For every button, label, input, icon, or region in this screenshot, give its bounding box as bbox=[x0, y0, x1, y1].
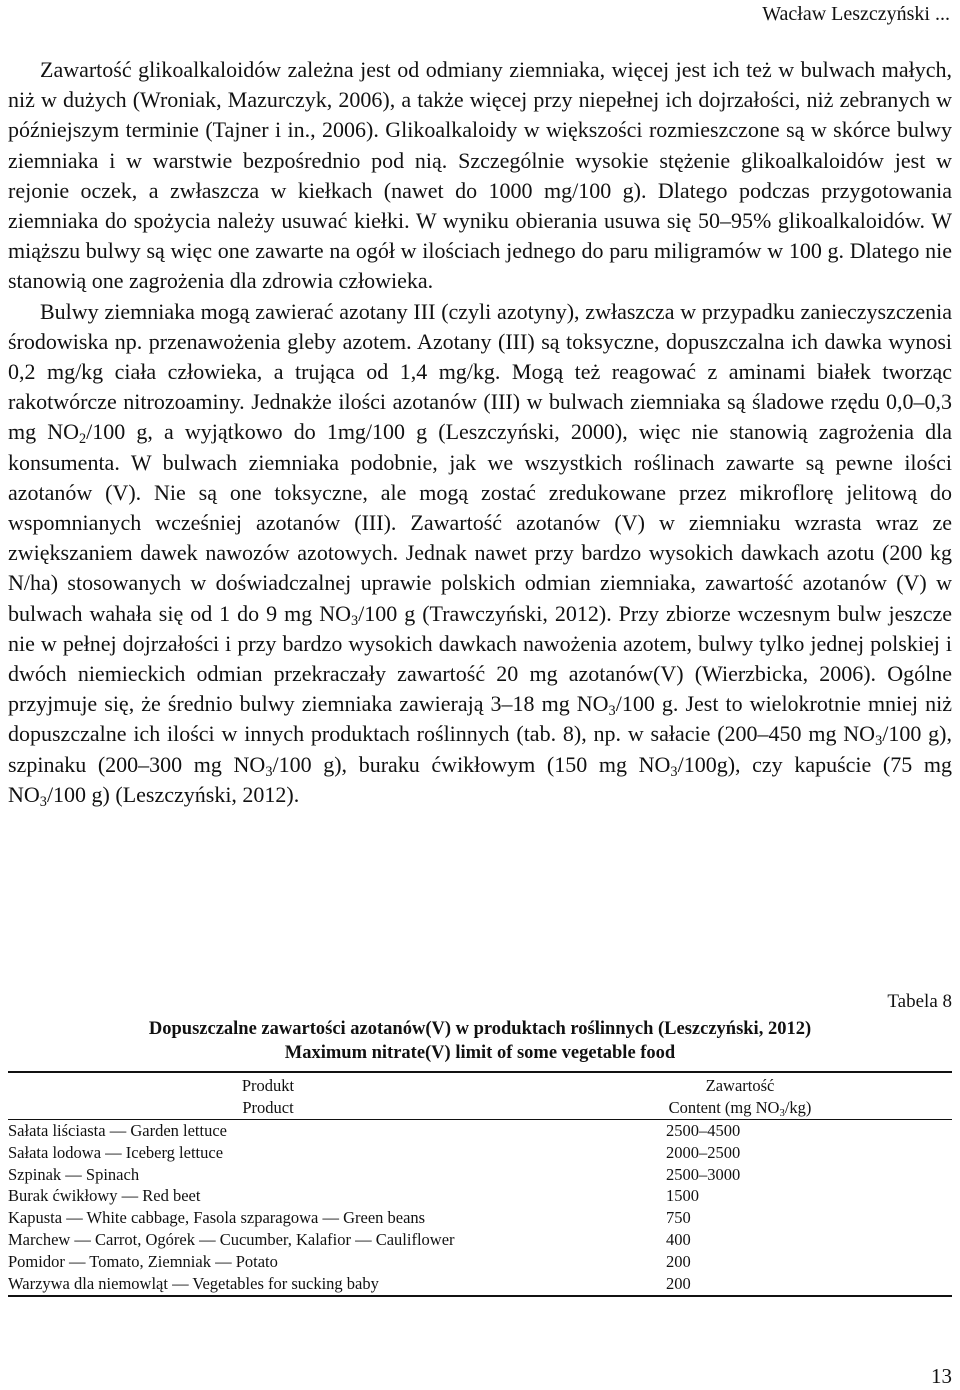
paragraph-nitrates bbox=[8, 297, 952, 810]
table-caption-english: Maximum nitrate(V) limit of some vegetable food bbox=[284, 1043, 676, 1063]
paragraph-text: Bulwy ziemniaka mogą zawierać azotany III (czyli azotyny), zwłaszcza w przypadku zanieczyszczenia środowiska np. przenawożenia gleby azotem. Azotany (III) są toksyczne, dopuszczalna ich dawka wynosi 0,2 mg/kg ciała człowieka, a trująca od 1,4 mg/kg. Mogą też reagować z aminami białek tworząc rakotwórcze nitrozoaminy. Jednakże ilości azotanów (III) w bulwach ziemniaka są śladowe rzędu 0,0–0,3 mg NO bbox=[8, 298, 952, 445]
table-header-row bbox=[8, 1096, 952, 1120]
subscript: 3 bbox=[608, 703, 616, 720]
paragraph-text: /100 g (Trawczyński, 2012). Przy zbiorze wczesnym bulw jeszcze nie w pełnej dojrzałości i przy bardzo wysokich dawkach nawożenia azotem, bulwy tylko jednej polskiej i dwóch niemieckich odmian przekraczały zawartość 20 mg azotanów(V) (Wierzbicka, 2006). Ogólne przyjmuje się, że średnio bulwy ziemniaka zawierają 3–18 mg NO bbox=[8, 600, 952, 717]
content-cell: 750 bbox=[666, 1208, 691, 1228]
content-cell: 200 bbox=[666, 1251, 691, 1271]
product-cell: Burak ćwikłowy — Red beet bbox=[8, 1186, 201, 1206]
paragraph-glycoalkaloids bbox=[8, 55, 952, 297]
product-cell: Sałata liściasta — Garden lettuce bbox=[8, 1121, 227, 1140]
product-cell: Warzywa dla niemowląt — Vegetables for sucking baby bbox=[8, 1273, 528, 1297]
table-row bbox=[8, 1185, 952, 1207]
subscript: 3 bbox=[875, 733, 883, 750]
table-row bbox=[8, 1207, 952, 1229]
content-cell: 2500–4500 bbox=[666, 1121, 741, 1140]
running-header: Wacław Leszczyński ... bbox=[762, 3, 950, 25]
table-row bbox=[8, 1229, 952, 1251]
content-cell: 1500 bbox=[666, 1186, 699, 1206]
table-caption-polish: Dopuszczalne zawartości azotanów(V) w produktach roślinnych (Leszczyński, 2012) bbox=[148, 1019, 812, 1039]
nitrate-limits-table bbox=[8, 1071, 952, 1297]
paragraph-text: /100 g), szpinaku (200–300 mg NO bbox=[8, 721, 952, 777]
paragraph-text: /100g), czy kapuście (75 mg NO bbox=[8, 751, 952, 807]
paragraph-text: /100 g, a wyjątkowo do 1mg/100 g (Leszczyński, 2000), więc nie stanowią zagrożenia dla konsumenta. W bulwach ziemniaka podobnie, jak we wszystkich roślinach zawarte są pewne ilości azotanów (V). Nie są one toksyczne, ale mogą zostać zredukowane przez mikroflorę jelitową do wspomnianych wcześniej azotanów (III). Zawartość azotanów (V) w ziemniaku wzrasta wraz ze zwiększaniem dawek nawozów azotowych. Jednak nawet przy bardzo wysokich dawkach azotu (200 kg N/ha) stosowanych w doświadczalnej uprawie polskich odmian ziemniaka, zawartość azotanów (V) w bulwach wahała się od 1 do 9 mg NO bbox=[8, 419, 953, 626]
table-header-row bbox=[8, 1072, 952, 1096]
column-header-product-pl: Produkt bbox=[8, 1072, 528, 1096]
subscript: 3 bbox=[265, 763, 273, 780]
page-number: 13 bbox=[931, 1364, 952, 1388]
product-cell: Marchew — Carrot, Ogórek — Cucumber, Kalafior — Cauliflower bbox=[8, 1229, 455, 1249]
table-row bbox=[8, 1120, 952, 1142]
paragraph-text: /100 g) (Leszczyński, 2012). bbox=[46, 781, 300, 807]
table-row bbox=[8, 1251, 952, 1273]
content-cell: 200 bbox=[528, 1273, 952, 1297]
subscript: 3 bbox=[350, 612, 359, 629]
product-cell: Pomidor — Tomato, Ziemniak — Potato bbox=[8, 1251, 278, 1271]
subscript: 3 bbox=[670, 763, 678, 780]
table-label: Tabela 8 bbox=[887, 991, 952, 1012]
table-row bbox=[8, 1273, 952, 1297]
body-text bbox=[8, 55, 952, 810]
column-header-product-en: Product bbox=[8, 1096, 528, 1120]
subscript: 3 bbox=[39, 793, 47, 810]
content-cell: 2500–3000 bbox=[666, 1164, 741, 1184]
content-cell: 400 bbox=[666, 1229, 691, 1249]
product-cell: Szpinak — Spinach bbox=[8, 1164, 140, 1184]
table-row bbox=[8, 1164, 952, 1186]
subscript: 3 bbox=[779, 1107, 785, 1119]
table-row bbox=[8, 1142, 952, 1164]
header-text: Content (mg NO bbox=[668, 1098, 780, 1117]
paragraph-text: Zawartość glikoalkaloidów zależna jest od odmiany ziemniaka, więcej jest ich też w bulwach małych, niż w dużych (Wroniak, Mazurczyk, 2006), a także więcej przy niepełnej ich dojrzałości, niż zebranych w późniejszym terminie (Tajner i in., 2006). Glikoalkaloidy w większości rozmieszczone są w skórce bulwy ziemniaka i w warstwie bezpośrednio pod nią. Szczególnie wysokie stężenie glikoalkaloidów jest w rejonie oczek, a zwłaszcza w kiełkach (nawet do 1000 mg/100 g). Dlatego podczas przygotowania ziemniaka do spożycia należy usuwać kiełki. W wyniku obierania usuwa się 50–95% glikoalkaloidów. W miąższu bulwy są więc one zawarte na ogół w ilościach jednego do paru miligramów w 100 g. Dlatego nie stanowią one zagrożenia dla zdrowia człowieka. bbox=[8, 57, 952, 294]
subscript: 2 bbox=[79, 431, 87, 448]
column-header-content-en bbox=[528, 1096, 952, 1120]
paragraph-text: /100 g. Jest to wielokrotnie mniej niż dopuszczalne ich ilości w innych produktach roślinnych (tab. 8), np. w sałacie (200–450 mg NO bbox=[8, 691, 952, 747]
header-text: /kg) bbox=[784, 1098, 812, 1117]
content-cell: 2000–2500 bbox=[666, 1142, 741, 1162]
paragraph-text: /100 g), buraku ćwikłowym (150 mg NO bbox=[272, 751, 671, 777]
product-cell: Sałata lodowa — Iceberg lettuce bbox=[8, 1142, 224, 1162]
product-cell: Kapusta — White cabbage, Fasola szparagowa — Green beans bbox=[8, 1208, 426, 1228]
column-header-content-pl: Zawartość bbox=[528, 1072, 952, 1096]
